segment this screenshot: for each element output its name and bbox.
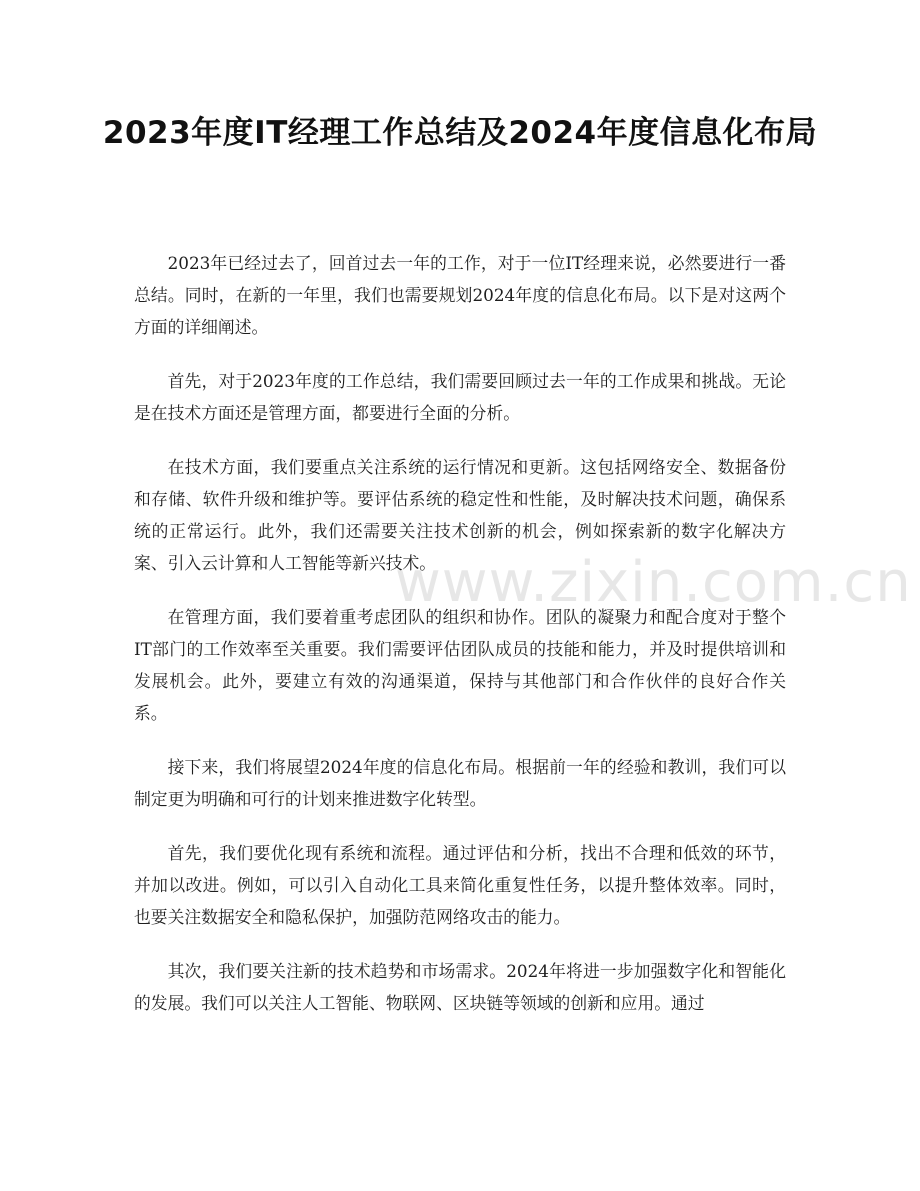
document-body — [134, 247, 786, 1041]
paragraph-5: 接下来，我们将展望2024年度的信息化布局。根据前一年的经验和教训，我们可以制定更为明确和可行的计划来推进数字化转型。 — [134, 757, 786, 809]
paragraph-2: 首先，对于2023年度的工作总结，我们需要回顾过去一年的工作成果和挑战。无论是在技术方面还是管理方面，都要进行全面的分析。 — [134, 371, 786, 423]
paragraph-1: 2023年已经过去了，回首过去一年的工作，对于一位IT经理来说，必然要进行一番总结。同时，在新的一年里，我们也需要规划2024年度的信息化布局。以下是对这两个方面的详细阐述。 — [134, 253, 786, 337]
document-title: 2023年度IT经理工作总结及2024年度信息化布局 — [102, 115, 818, 151]
paragraph-3: 在技术方面，我们要重点关注系统的运行情况和更新。这包括网络安全、数据备份和存储、软件升级和维护等。要评估系统的稳定性和性能，及时解决技术问题，确保系统的正常运行。此外，我们还需要关注技术创新的机会，例如探索新的数字化解决方案、引入云计算和人工智能等新兴技术。 — [134, 457, 786, 573]
paragraph-6: 首先，我们要优化现有系统和流程。通过评估和分析，找出不合理和低效的环节，并加以改进。例如，可以引入自动化工具来简化重复性任务，以提升整体效率。同时，也要关注数据安全和隐私保护，加强防范网络攻击的能力。 — [134, 843, 786, 927]
watermark: www.zixin.com.cn — [395, 550, 912, 615]
paragraph-4: 在管理方面，我们要着重考虑团队的组织和协作。团队的凝聚力和配合度对于整个IT部门的工作效率至关重要。我们需要评估团队成员的技能和能力，并及时提供培训和发展机会。此外，要建立有效的沟通渠道，保持与其他部门和合作伙伴的良好合作关系。 — [134, 607, 786, 723]
paragraph-7: 其次，我们要关注新的技术趋势和市场需求。2024年将进一步加强数字化和智能化的发展。我们可以关注人工智能、物联网、区块链等领域的创新和应用。通过 — [134, 961, 786, 1013]
